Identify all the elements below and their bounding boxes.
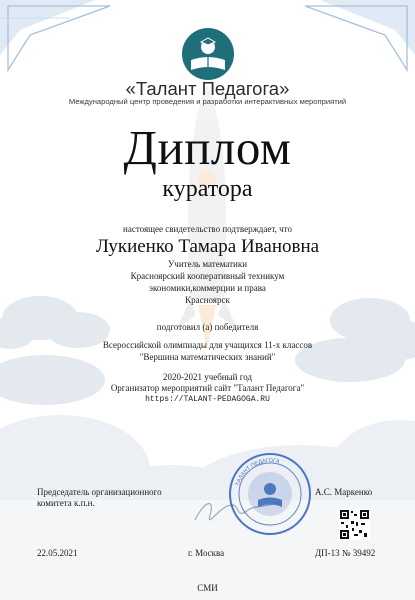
signer-title <box>37 487 162 509</box>
talant-pedagoga-logo <box>175 26 241 82</box>
diploma-subtitle: куратора <box>162 176 253 202</box>
prepared-text: подготовил (а) победителя <box>156 322 259 332</box>
issue-date: 22.05.2021 <box>37 548 78 558</box>
event-line1: Всероссийской олимпиады для учащихся 11-х классов <box>102 340 313 350</box>
brand-title: «Талант Педагога» <box>125 78 290 99</box>
diploma-number: ДП-13 № 39492 <box>315 548 376 558</box>
website-link[interactable]: https://TALANT-PEDAGOGA.RU <box>145 395 270 404</box>
qr-code <box>339 509 370 540</box>
certifies-text: настоящее свидетельство подтверждает, что <box>123 224 292 234</box>
seal-stamp <box>228 452 312 536</box>
signer-title-line2: комитета к.п.н. <box>37 498 95 508</box>
school-year: 2020-2021 учебный год <box>162 372 253 382</box>
event-line2: "Вершина математических знаний" <box>139 352 276 362</box>
smi-label: СМИ <box>197 583 218 593</box>
top-right-frame <box>305 0 415 70</box>
organization-line1: Красноярский кооперативный техникум <box>130 271 285 281</box>
top-left-frame <box>0 0 110 70</box>
issue-city: г. Москва <box>188 548 225 558</box>
diploma-title: Диплом <box>123 120 292 175</box>
recipient-name: Лукиенко Тамара Ивановна <box>95 236 320 257</box>
seal-text: ТАЛАНТ ПЕДАГОГА <box>235 457 281 487</box>
organization-city: Красноярск <box>185 295 230 305</box>
recipient-position: Учитель математики <box>167 259 248 269</box>
organizer-text: Организатор мероприятий сайт "Талант Педагога" <box>110 383 305 393</box>
organization-line2: экономики,коммерции и права <box>149 283 266 293</box>
signer-name: А.С. Маркенко <box>315 487 373 497</box>
signer-title-line1: Председатель организационного <box>37 487 162 497</box>
brand-subtitle: Международный центр проведения и разработки интерактивных мероприятий <box>68 97 347 106</box>
